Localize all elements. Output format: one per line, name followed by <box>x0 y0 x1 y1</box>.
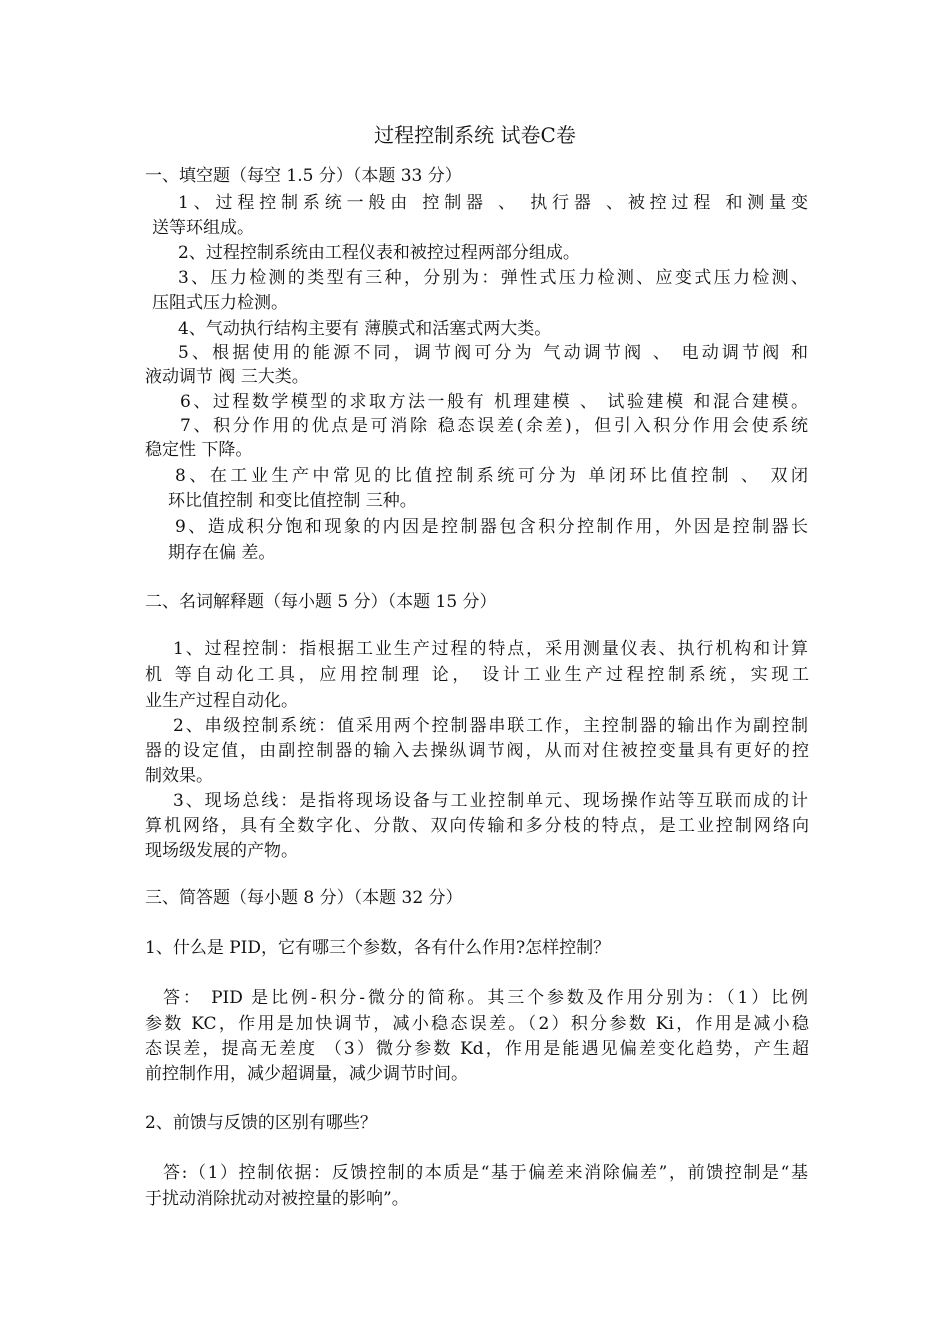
section-heading: 三、简答题（每小题 8 分）（本题 32 分） <box>145 888 463 908</box>
paragraph-line: 机 等自动化工具，应用控制理 论， 设计工业生产过程控制系统，实现工 <box>145 665 809 685</box>
section-heading: 一、填空题（每空 1.5 分）（本题 33 分） <box>145 166 462 186</box>
paragraph-line: 3、压力检测的类型有三种，分别为：弹性式压力检测、应变式压力检测、 <box>178 268 808 288</box>
paragraph-line: 液动调节 阀 三大类。 <box>145 367 309 387</box>
paragraph-line: 6、过程数学模型的求取方法一般有 机理建模 、 试验建模 和混合建模。 <box>180 392 808 412</box>
paragraph-line: 1、过程控制：指根据工业生产过程的特点，采用测量仪表、执行机构和计算 <box>173 639 808 659</box>
section-heading: 二、名词解释题（每小题 5 分）（本题 15 分） <box>145 592 497 612</box>
paragraph-line: 制效果。 <box>145 766 213 786</box>
paragraph-line: 8、在工业生产中常见的比值控制系统可分为 单闭环比值控制 、 双闭 <box>175 466 808 486</box>
answer-line: 答:（1）控制依据：反馈控制的本质是“基于偏差来消除偏差”，前馈控制是“基 <box>163 1163 808 1183</box>
paragraph-line: 1、过程控制系统一般由 控制器 、 执行器 、被控过程 和测量变 <box>178 193 808 213</box>
answer-line: 参数 KC，作用是加快调节，减小稳态误差。（2）积分参数 Ki，作用是减小稳 <box>145 1014 809 1034</box>
paragraph-line: 压阻式压力检测。 <box>152 293 288 313</box>
paragraph-line: 3、现场总线：是指将现场设备与工业控制单元、现场操作站等互联而成的计 <box>173 791 808 811</box>
page-title: 过程控制系统 试卷C卷 <box>374 123 576 147</box>
answer-line: 答： PID 是比例-积分-微分的简称。其三个参数及作用分别为：（1）比例 <box>163 988 808 1008</box>
paragraph-line: 稳定性 下降。 <box>145 440 253 460</box>
paragraph-line: 业生产过程自动化。 <box>145 691 298 711</box>
paragraph-line: 5、根据使用的能源不同，调节阀可分为 气动调节阀 、 电动调节阀 和 <box>178 343 808 363</box>
question-line: 2、前馈与反馈的区别有哪些？ <box>145 1113 377 1133</box>
paragraph-line: 现场级发展的产物。 <box>145 841 298 861</box>
answer-line: 于扰动消除扰动对被控量的影响”。 <box>145 1189 409 1209</box>
paragraph-line: 4、气动执行结构主要有 薄膜式和活塞式两大类。 <box>178 319 552 339</box>
answer-line: 前控制作用，减少超调量，减少调节时间。 <box>145 1064 468 1084</box>
question-line: 1、什么是 PID，它有哪三个参数，各有什么作用?怎样控制？ <box>145 938 611 958</box>
paragraph-line: 器的设定值，由副控制器的输入去操纵调节阀，从而对住被控变量具有更好的控 <box>145 741 809 761</box>
paragraph-line: 2、过程控制系统由工程仪表和被控过程两部分组成。 <box>178 243 580 263</box>
paragraph-line: 7、积分作用的优点是可消除 稳态误差(余差)，但引入积分作用会使系统 <box>180 416 808 436</box>
paragraph-line: 送等环组成。 <box>152 218 254 238</box>
answer-line: 态误差，提高无差度 （3）微分参数 Kd，作用是能遇见偏差变化趋势，产生超 <box>145 1039 809 1059</box>
paragraph-line: 9、造成积分饱和现象的内因是控制器包含积分控制作用，外因是控制器长 <box>175 517 808 537</box>
paragraph-line: 期存在偏 差。 <box>168 543 276 563</box>
paragraph-line: 环比值控制 和变比值控制 三种。 <box>168 491 417 511</box>
paragraph-line: 2、串级控制系统：值采用两个控制器串联工作，主控制器的输出作为副控制 <box>173 716 808 736</box>
paragraph-line: 算机网络，具有全数字化、分散、双向传输和多分枝的特点，是工业控制网络向 <box>145 816 809 836</box>
